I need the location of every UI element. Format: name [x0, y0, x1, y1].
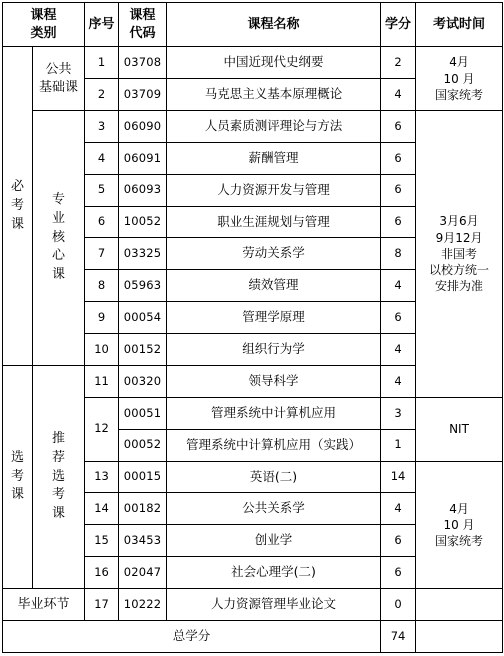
- row-seq: 5: [85, 174, 119, 206]
- row-seq: 3: [85, 110, 119, 142]
- table-row: [3, 110, 503, 142]
- subcategory-public-basic: 公共 基础课: [33, 47, 85, 111]
- total-credit: 74: [381, 620, 416, 652]
- exam-time-empty: [416, 589, 503, 621]
- header-row: [3, 3, 503, 47]
- row-name: 创业学: [167, 525, 381, 557]
- total-exam-empty: [416, 620, 503, 652]
- row-code: 03708: [119, 47, 167, 79]
- row-credit: 6: [381, 110, 416, 142]
- row-code: 03325: [119, 238, 167, 270]
- row-code: 00320: [119, 365, 167, 397]
- row-credit: 6: [381, 525, 416, 557]
- row-code: 00152: [119, 334, 167, 366]
- row-name: 人力资源开发与管理: [167, 174, 381, 206]
- row-credit: 8: [381, 238, 416, 270]
- header-seq: 序号: [85, 3, 119, 47]
- row-code: 00054: [119, 302, 167, 334]
- course-plan-table: [2, 2, 503, 653]
- row-seq: 14: [85, 493, 119, 525]
- row-credit: 4: [381, 334, 416, 366]
- row-seq: 9: [85, 302, 119, 334]
- row-name: 英语(二): [167, 461, 381, 493]
- category-elective-label: 选考课: [10, 449, 24, 503]
- header-category: 课程 类别: [3, 3, 85, 47]
- row-seq: 11: [85, 365, 119, 397]
- row-seq: 17: [85, 589, 119, 621]
- row-code: 05963: [119, 270, 167, 302]
- table-row: [3, 47, 503, 79]
- row-seq: 15: [85, 525, 119, 557]
- row-name: 绩效管理: [167, 270, 381, 302]
- row-code: 06090: [119, 110, 167, 142]
- table-row: [3, 589, 503, 621]
- row-name: 管理学原理: [167, 302, 381, 334]
- row-seq: 12: [85, 397, 119, 461]
- row-code: 00015: [119, 461, 167, 493]
- row-name: 马克思主义基本原理概论: [167, 79, 381, 111]
- row-name: 职业生涯规划与管理: [167, 206, 381, 238]
- row-credit: 6: [381, 206, 416, 238]
- row-name: 领导科学: [167, 365, 381, 397]
- category-required-label: 必考课: [10, 178, 24, 232]
- subcategory-major-core: [33, 110, 85, 365]
- row-seq: 4: [85, 142, 119, 174]
- row-seq: 16: [85, 557, 119, 589]
- row-credit: 6: [381, 302, 416, 334]
- row-name: 人员素质测评理论与方法: [167, 110, 381, 142]
- row-code: 00051: [119, 397, 167, 429]
- row-name: 管理系统中计算机应用（实践）: [167, 429, 381, 461]
- subcategory-major-core-label: 专业核心课: [52, 191, 66, 283]
- exam-time-core: 3月6月 9月12月 非国考 以校方统一 安排为准: [416, 110, 503, 397]
- row-code: 10222: [119, 589, 167, 621]
- row-name: 劳动关系学: [167, 238, 381, 270]
- row-credit: 3: [381, 397, 416, 429]
- row-code: 06091: [119, 142, 167, 174]
- row-seq: 8: [85, 270, 119, 302]
- row-seq: 6: [85, 206, 119, 238]
- exam-time-nit: NIT: [416, 397, 503, 461]
- row-credit: 4: [381, 493, 416, 525]
- row-credit: 0: [381, 589, 416, 621]
- header-exam: 考试时间: [416, 3, 503, 47]
- row-credit: 6: [381, 142, 416, 174]
- row-name: 中国近现代史纲要: [167, 47, 381, 79]
- category-graduation: 毕业环节: [3, 589, 85, 621]
- row-credit: 1: [381, 429, 416, 461]
- row-credit: 2: [381, 47, 416, 79]
- row-code: 10052: [119, 206, 167, 238]
- total-label: 总学分: [3, 620, 381, 652]
- header-name: 课程名称: [167, 3, 381, 47]
- row-name: 薪酬管理: [167, 142, 381, 174]
- subcategory-recommended: [33, 365, 85, 588]
- row-credit: 6: [381, 174, 416, 206]
- row-credit: 4: [381, 79, 416, 111]
- category-elective: [3, 365, 33, 588]
- row-name: 公共关系学: [167, 493, 381, 525]
- exam-time-public: 4月 10 月 国家统考: [416, 47, 503, 111]
- row-name: 人力资源管理毕业论文: [167, 589, 381, 621]
- category-required: [3, 47, 33, 366]
- row-seq: 13: [85, 461, 119, 493]
- row-name: 管理系统中计算机应用: [167, 397, 381, 429]
- header-credit: 学分: [381, 3, 416, 47]
- row-name: 组织行为学: [167, 334, 381, 366]
- row-code: 06093: [119, 174, 167, 206]
- row-credit: 6: [381, 557, 416, 589]
- row-seq: 1: [85, 47, 119, 79]
- exam-time-elective: 4月 10 月 国家统考: [416, 461, 503, 589]
- row-credit: 4: [381, 365, 416, 397]
- row-code: 03709: [119, 79, 167, 111]
- row-name: 社会心理学(二): [167, 557, 381, 589]
- row-credit: 14: [381, 461, 416, 493]
- header-code: 课程 代码: [119, 3, 167, 47]
- total-row: [3, 620, 503, 652]
- row-code: 00052: [119, 429, 167, 461]
- row-code: 00182: [119, 493, 167, 525]
- row-credit: 4: [381, 270, 416, 302]
- subcategory-recommended-label: 推荐选考课: [52, 430, 66, 522]
- row-seq: 2: [85, 79, 119, 111]
- row-seq: 10: [85, 334, 119, 366]
- row-code: 03453: [119, 525, 167, 557]
- row-code: 02047: [119, 557, 167, 589]
- row-seq: 7: [85, 238, 119, 270]
